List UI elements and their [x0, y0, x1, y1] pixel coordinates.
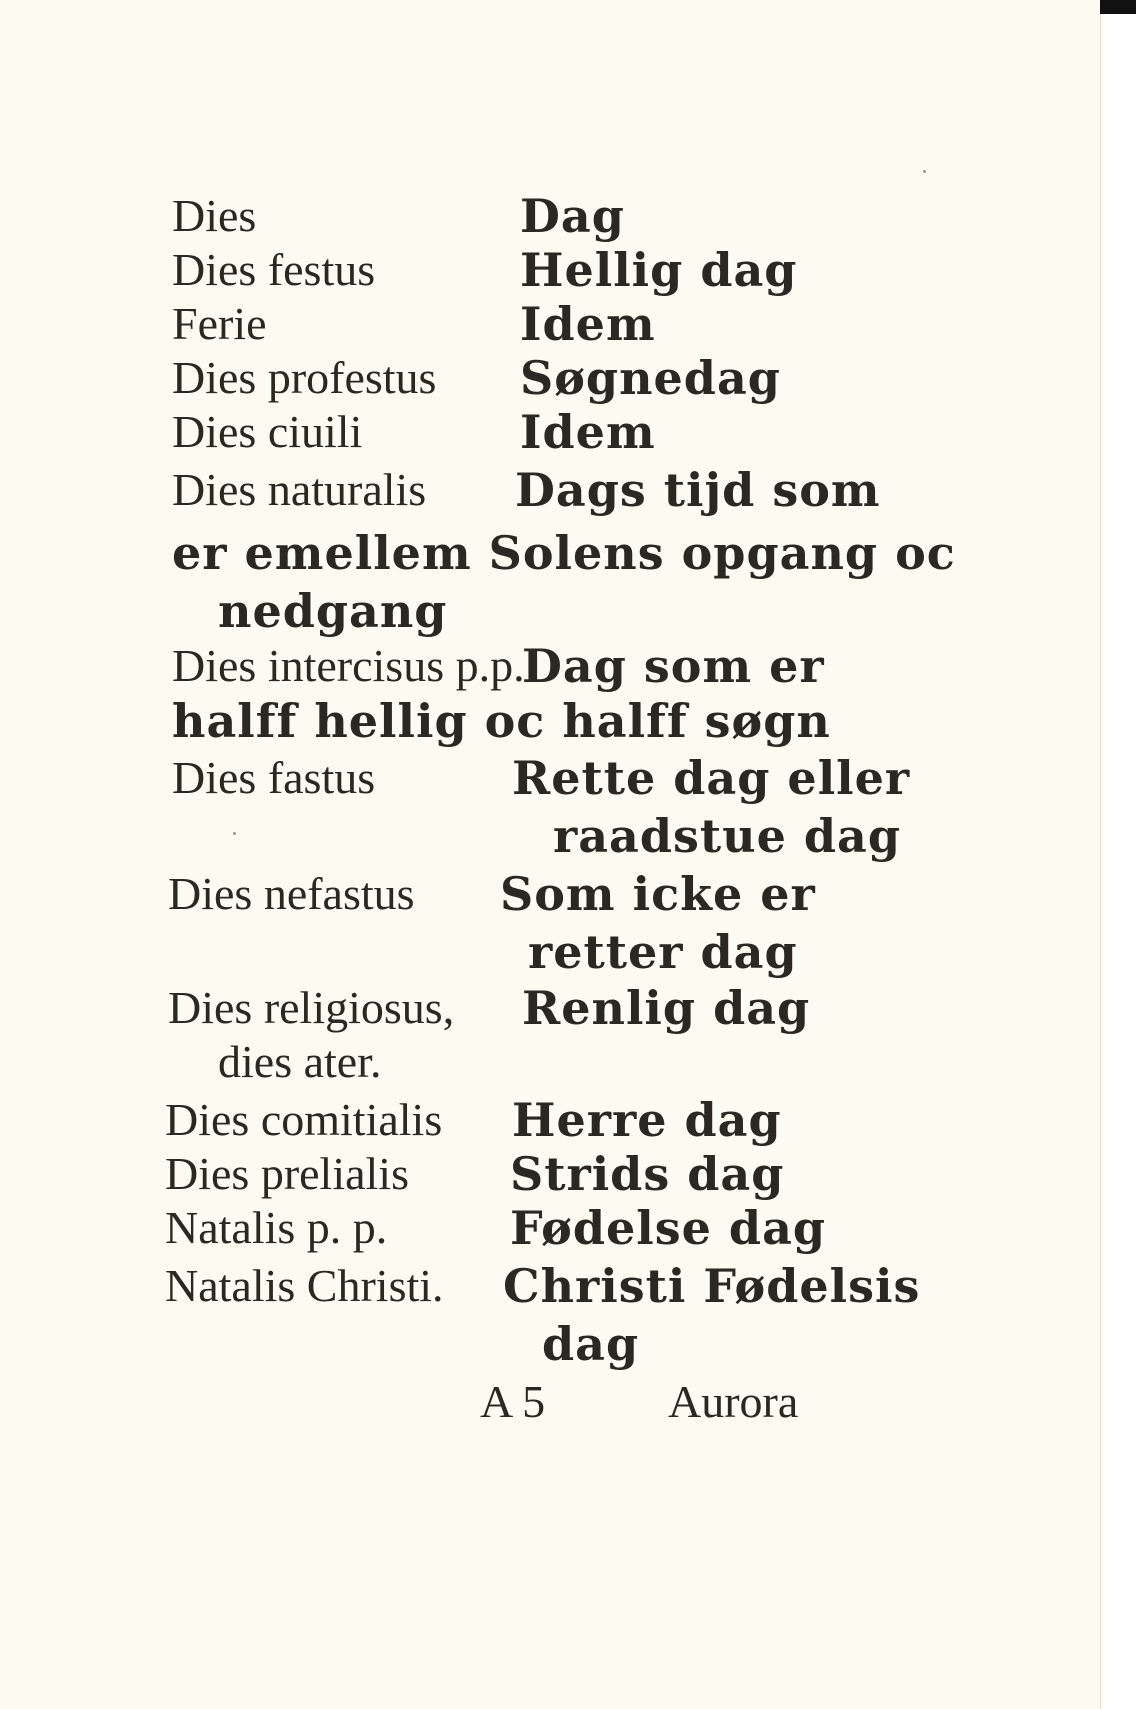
danish-term: Dags tijd som [515, 463, 881, 517]
latin-term: Natalis Christi. [165, 1260, 444, 1311]
latin-term: Dies naturalis [172, 464, 427, 515]
latin-term: Ferie [172, 298, 267, 349]
latin-term: Dies intercisus p.p. [172, 640, 525, 691]
danish-term: Idem [520, 405, 656, 459]
latin-term: Dies ciuili [172, 406, 363, 457]
continuation-line: er emellem Solens opgang oc [172, 526, 956, 580]
danish-term: Som icke er [500, 867, 816, 921]
danish-term: Dag [520, 189, 625, 243]
latin-term: Dies fastus [172, 752, 376, 803]
latin-term: Dies prelialis [165, 1148, 409, 1199]
latin-term: Dies comitialis [165, 1094, 443, 1145]
latin-term: Natalis p. p. [165, 1202, 388, 1253]
paper-speck [923, 170, 926, 173]
danish-term: Idem [520, 297, 656, 351]
danish-term: Dag som er [522, 639, 825, 693]
continuation-line: dies ater. [218, 1036, 382, 1087]
continuation-line: raadstue dag [553, 809, 902, 863]
latin-term: Dies religiosus, [168, 982, 455, 1033]
danish-term: Christi Fødelsis [503, 1259, 921, 1313]
latin-term: Dies [172, 190, 257, 241]
latin-term: Dies profestus [172, 352, 437, 403]
continuation-line: retter dag [528, 925, 798, 979]
danish-term: Fødelse dag [510, 1201, 827, 1255]
danish-term: Renlig dag [522, 981, 811, 1035]
continuation-line: halff hellig oc halff søgn [172, 694, 831, 748]
scan-margin [1100, 0, 1136, 1709]
continuation-line: nedgang [218, 584, 448, 638]
latin-term: Dies festus [172, 244, 376, 295]
signature-mark: A 5 [480, 1376, 546, 1427]
latin-term: Dies nefastus [168, 868, 415, 919]
catchword: Aurora [668, 1376, 799, 1427]
danish-term: Rette dag eller [512, 751, 911, 805]
scan-edge-mark [1100, 0, 1136, 14]
danish-term: Søgnedag [520, 351, 781, 405]
danish-term: Strids dag [510, 1147, 785, 1201]
danish-term: Herre dag [512, 1093, 782, 1147]
danish-term: Hellig dag [520, 243, 798, 297]
continuation-line: dag [542, 1317, 640, 1371]
paper-speck [233, 832, 236, 835]
